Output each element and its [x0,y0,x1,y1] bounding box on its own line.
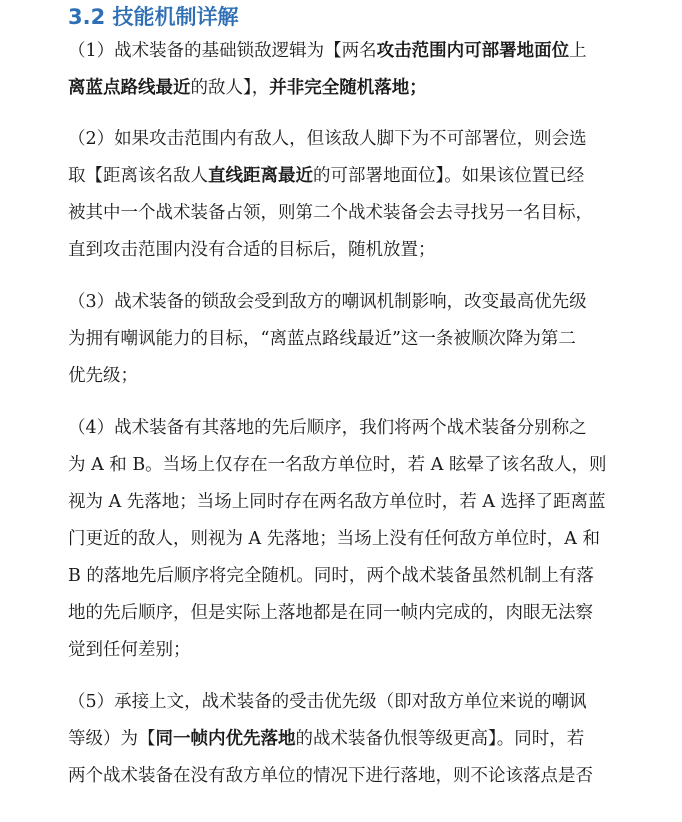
text-run: （4）战术装备有其落地的先后顺序，我们将两个战术装备分别称之 [68,418,587,438]
bold-text: 并非完全随机落地； [269,78,427,98]
section-title: 技能机制详解 [112,5,239,29]
text-line [68,728,584,750]
text-run: （3）战术装备的锁敌会受到敌方的嘲讽机制影响，改变最高优先级 [68,292,587,312]
text-run: 门更近的敌人，则视为 A 先落地；当场上没有任何敌方单位时，A 和 [68,529,600,549]
text-line [68,202,593,224]
text-line [68,565,594,587]
section-number: 3.2 [68,5,106,29]
text-run: （2）如果攻击范围内有敌人，但该敌人脚下为不可部署位，则会选 [68,129,587,149]
bold-text: 同一帧内优先落地 [155,729,296,749]
text-line [68,528,600,550]
text-run: 的可部署地面位】。如果该位置已经 [313,166,585,186]
text-line [68,40,587,62]
bold-text: 直线距离最近 [208,166,313,186]
text-line [68,165,584,187]
bold-text: 离蓝点路线最近 [68,78,191,98]
text-line [68,491,606,513]
text-run: 为拥有嘲讽能力的目标，“离蓝点路线最近”这一条被顺次降为第二 [68,329,576,349]
text-line [68,239,436,261]
section-heading [68,2,239,32]
text-run: 优先级； [68,366,138,386]
text-run: 等级）为【 [68,729,156,749]
text-run: 上 [569,41,587,61]
text-line [68,77,427,99]
text-run: 的敌人】， [190,78,270,98]
text-run: B 的落地先后顺序将完全随机。同时，两个战术装备虽然机制上有落 [68,566,594,586]
text-run: 取【距离该名敌人 [68,166,208,186]
text-line [68,128,587,150]
text-line [68,291,587,313]
bold-text: 攻击范围内可部署地面位 [376,41,570,61]
text-line [68,328,576,350]
text-line [68,765,593,787]
text-run: 的战术装备仇恨等级更高】。同时，若 [295,729,585,749]
text-run: （1）战术装备的基础锁敌逻辑为【两名 [68,41,377,61]
text-line [68,639,191,661]
text-line [68,365,138,387]
text-run: （5）承接上文，战术装备的受击优先级（即对敌方单位来说的嘲讽 [68,692,587,712]
text-line [68,602,593,624]
text-run: 视为 A 先落地；当场上同时存在两名敌方单位时，若 A 选择了距离蓝 [68,492,606,512]
text-line [68,417,587,439]
text-run: 直到攻击范围内没有合适的目标后，随机放置； [68,240,436,260]
text-run: 地的先后顺序，但是实际上落地都是在同一帧内完成的，肉眼无法察 [68,603,593,623]
text-line [68,454,606,476]
text-line [68,691,587,713]
text-run: 觉到任何差别； [68,640,191,660]
text-run: 被其中一个战术装备占领，则第二个战术装备会去寻找另一名目标， [68,203,593,223]
text-run: 为 A 和 B。当场上仅存在一名敌方单位时，若 A 眩晕了该名敌人，则 [68,455,607,475]
text-run: 两个战术装备在没有敌方单位的情况下进行落地，则不论该落点是否 [68,766,593,786]
